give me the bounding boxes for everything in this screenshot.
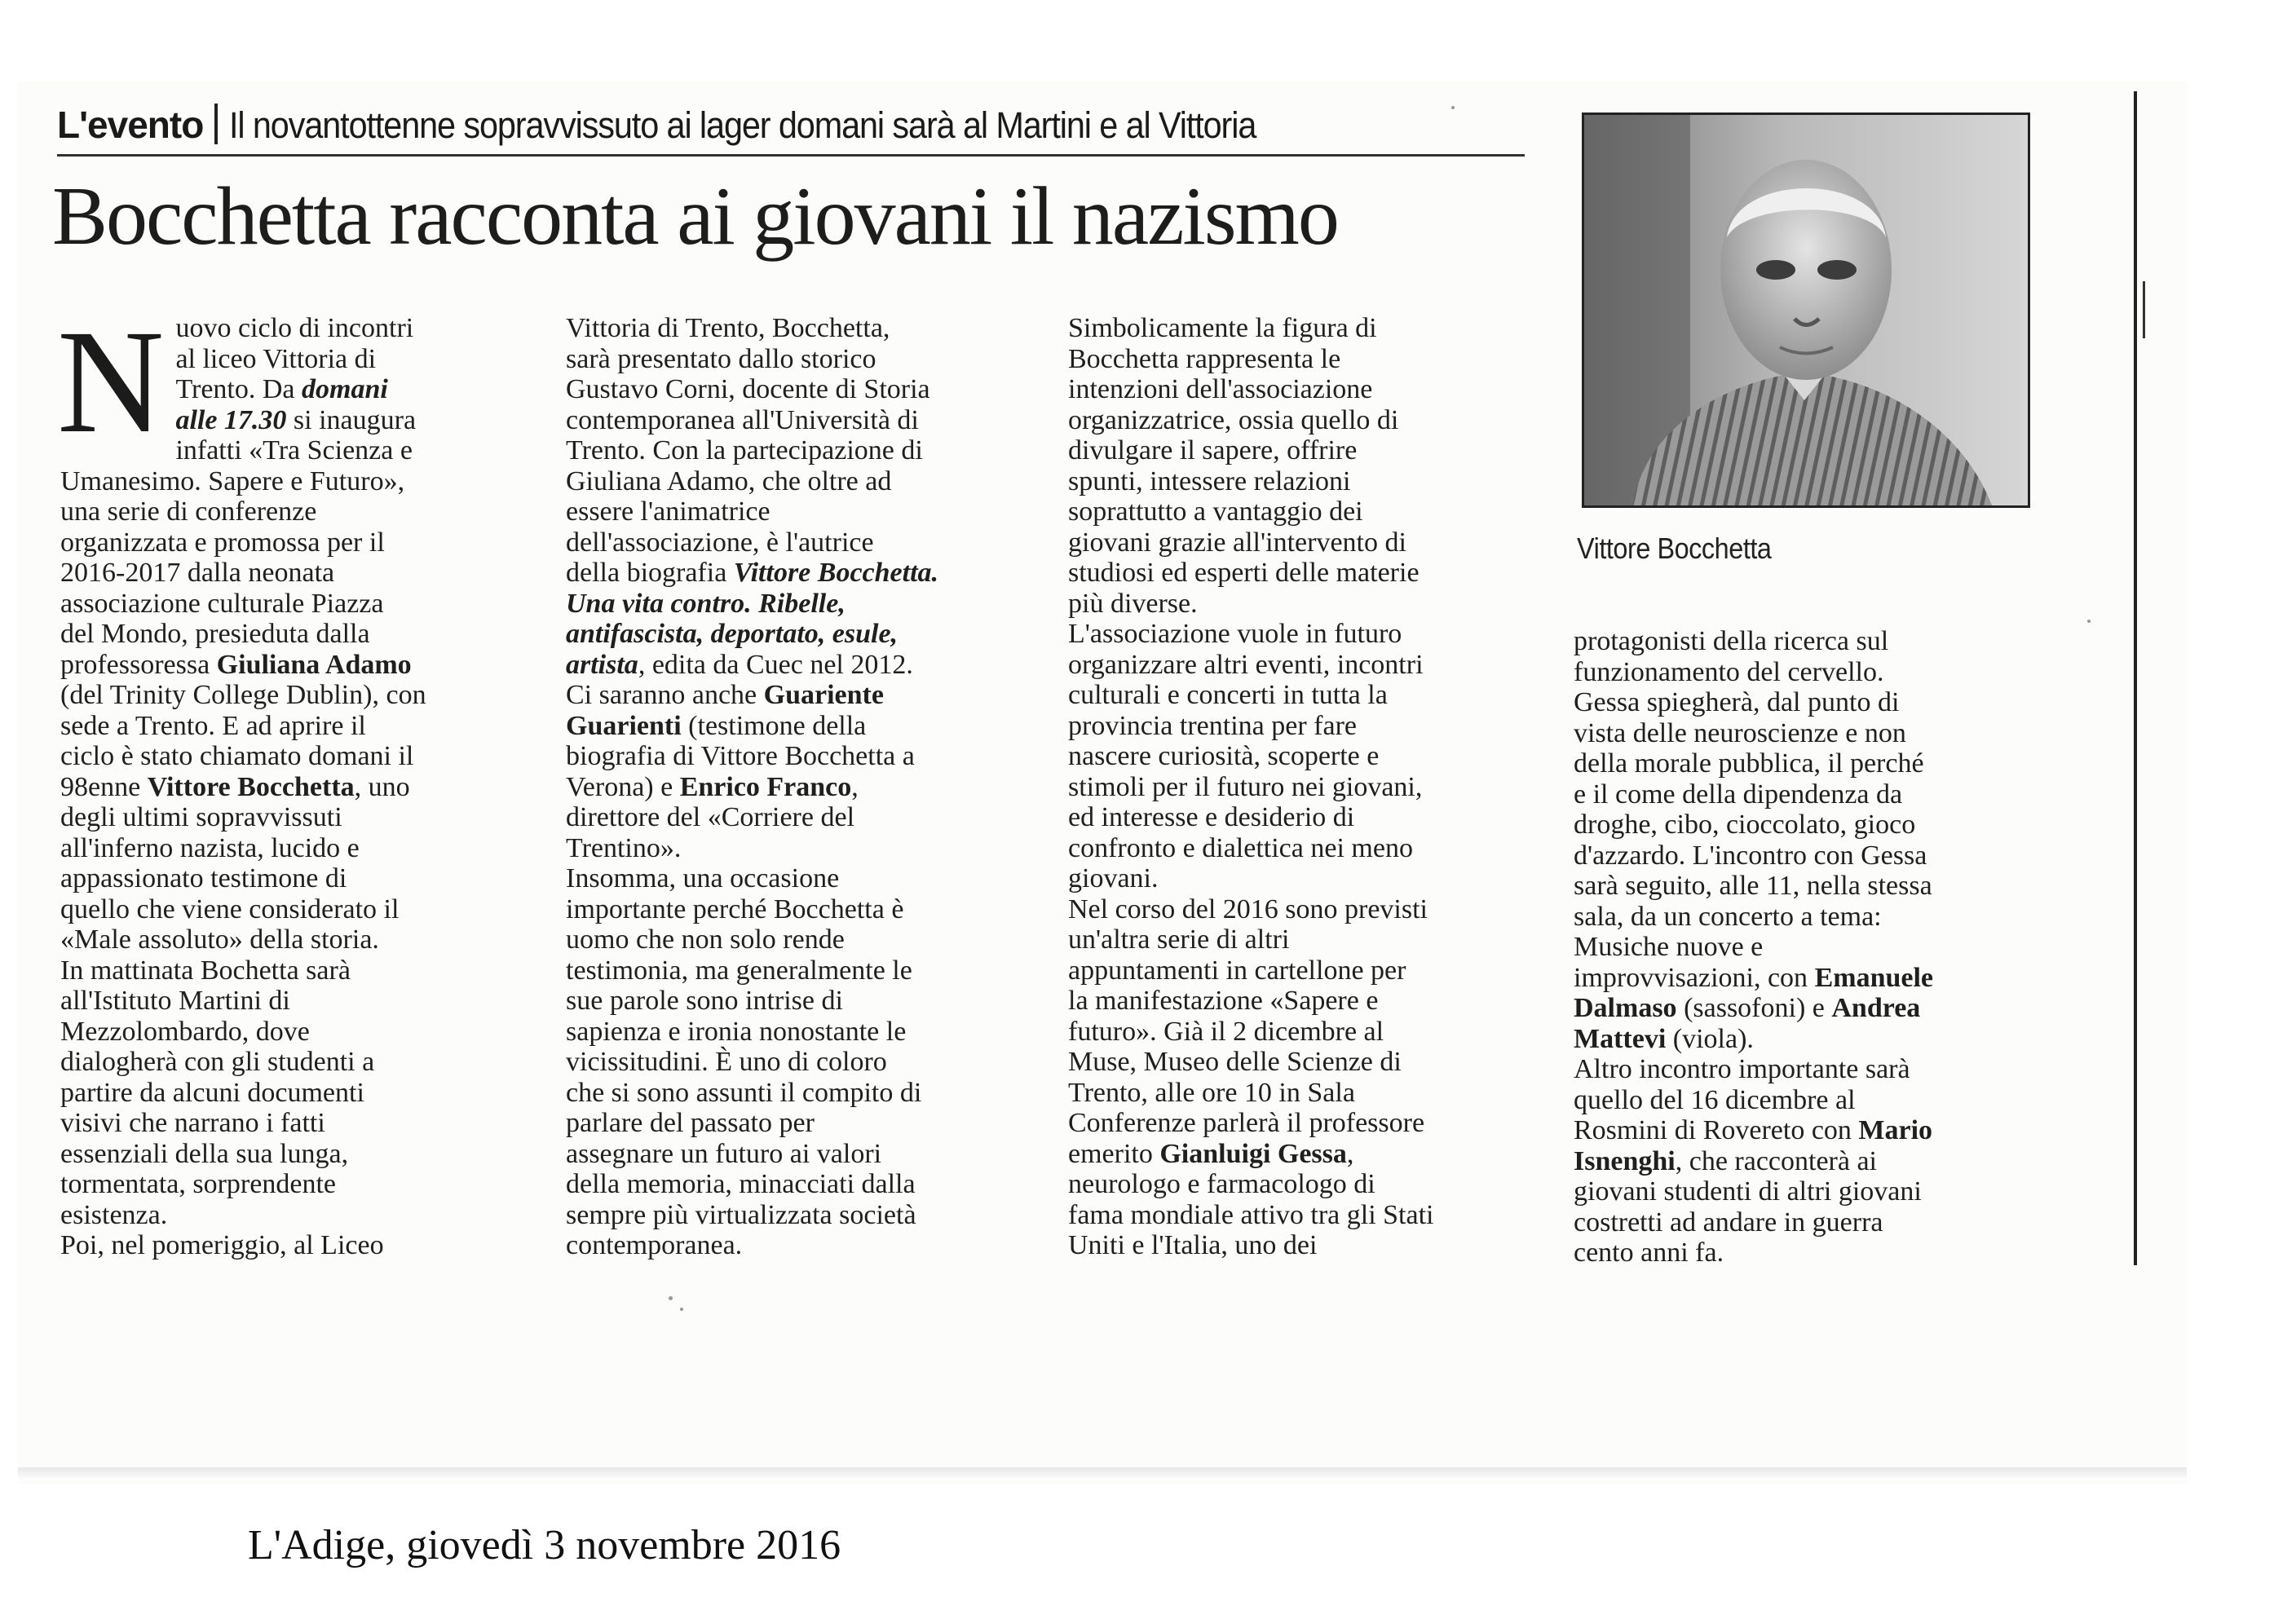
text-line: essenziali della sua lunga, (60, 1138, 349, 1169)
text-line: appassionato testimone di (60, 863, 347, 893)
text-line: confronto e dialettica nei meno (1068, 832, 1413, 863)
book-title: artista (566, 649, 638, 680)
emphasis-text: domani (302, 374, 388, 404)
article-column-1 (57, 300, 517, 1261)
text-run: professoressa (60, 649, 217, 680)
emphasis-text: alle 17.30 (175, 404, 287, 435)
article-column-3 (1068, 313, 1541, 1261)
text-line: neurologo e farmacologo di (1068, 1169, 1375, 1199)
text-line: sede a Trento. E ad aprire il (60, 710, 366, 741)
text-line (1574, 1115, 2038, 1146)
text-line: infatti «Tra Scienza e (175, 435, 413, 465)
text-line: organizzare altri eventi, incontri (1068, 649, 1424, 680)
text-line: Bocchetta rappresenta le (1068, 343, 1341, 374)
text-line (566, 650, 1031, 681)
text-run: Rosmini di Rovereto con (1574, 1115, 1859, 1145)
text-run: , (1346, 1138, 1354, 1169)
text-line (566, 589, 1031, 620)
text-line: Trentino». (566, 832, 682, 863)
text-line: Trento. Con la partecipazione di (566, 435, 923, 465)
text-line: assegnare un futuro ai valori (566, 1138, 882, 1169)
text-line: Muse, Museo delle Scienze di (1068, 1047, 1402, 1077)
text-line: Mezzolombardo, dove (60, 1016, 310, 1047)
section-label: L'evento (57, 104, 204, 146)
text-line: Conferenze parlerà il professore (1068, 1108, 1425, 1138)
photo-caption: Vittore Bocchetta (1577, 532, 1772, 565)
text-line: all'Istituto Martini di (60, 986, 290, 1016)
text-line (1574, 963, 2038, 994)
text-line: L'associazione vuole in futuro (1068, 619, 1402, 649)
text-line: Simbolicamente la figura di (1068, 313, 1377, 343)
text-line: Uniti e l'Italia, uno dei (1068, 1230, 1318, 1260)
portrait-image (1584, 115, 2028, 505)
text-run: Ci saranno anche (566, 680, 764, 710)
kicker-separator (214, 104, 218, 144)
text-line: del Mondo, presieduta dalla (60, 619, 370, 649)
text-line: associazione culturale Piazza (60, 588, 384, 619)
text-line (1068, 1139, 1541, 1170)
text-run: (testimone della (681, 710, 867, 741)
text-line: intenzioni dell'associazione (1068, 374, 1373, 404)
text-line (1574, 1146, 2038, 1177)
text-run: , (851, 771, 859, 802)
text-line: funzionamento del cervello. (1574, 656, 1884, 687)
text-line: una serie di conferenze (60, 496, 317, 527)
kicker-text: Il novantottenne sopravvissuto ai lager domani sarà al Martini e al Vittoria (229, 104, 1256, 146)
text-line: futuro». Già il 2 dicembre al (1068, 1016, 1384, 1047)
text-line: sarà seguito, alle 11, nella stessa (1574, 871, 1932, 901)
name-bold: Guarienti (566, 710, 682, 741)
text-line: direttore del «Corriere del (566, 802, 855, 832)
text-line: Altro incontro importante sarà (1574, 1054, 1910, 1084)
text-line: ciclo è stato chiamato domani il (60, 741, 414, 771)
clipping-edge-shadow (18, 1467, 2187, 1480)
text-line: più diverse. (1068, 588, 1198, 619)
scan-speck (669, 1296, 673, 1300)
text-line: Umanesimo. Sapere e Futuro», (60, 465, 405, 496)
text-line: Giuliana Adamo, che oltre ad (566, 465, 892, 496)
text-line: parlare del passato per (566, 1108, 815, 1138)
text-line: partire da alcuni documenti (60, 1077, 364, 1108)
text-line: «Male assoluto» della storia. (60, 924, 379, 955)
text-line: nascere curiosità, scoperte e (1068, 741, 1380, 771)
text-line: giovani studenti di altri giovani (1574, 1176, 1922, 1207)
text-line: vista delle neuroscienze e non (1574, 717, 1906, 748)
name-bold: Gianluigi Gessa (1159, 1138, 1347, 1169)
text-run: della biografia (566, 558, 734, 588)
name-bold: Emanuele (1814, 962, 1934, 993)
text-line: Gessa spiegherà, dal punto di (1574, 687, 1900, 717)
text-line: degli ultimi sopravvissuti (60, 802, 342, 832)
text-line: sarà presentato dallo storico (566, 343, 876, 374)
text-line: dialogherà con gli studenti a (60, 1047, 375, 1077)
text-line: giovani grazie all'intervento di (1068, 527, 1406, 558)
text-line: biografia di Vittore Bocchetta a (566, 741, 915, 771)
text-line: tormentata, sorprendente (60, 1169, 336, 1199)
text-line: sue parole sono intrise di (566, 986, 843, 1016)
text-run: (viola). (1666, 1023, 1754, 1054)
text-line (1574, 1024, 2038, 1055)
text-line (1574, 993, 2038, 1024)
scan-speck (680, 1308, 683, 1311)
text-line (566, 680, 1031, 711)
text-line: quello del 16 dicembre al (1574, 1084, 1856, 1115)
headline: Bocchetta racconta ai giovani il nazismo (52, 170, 1338, 263)
text-line: organizzatrice, ossia quello di (1068, 404, 1399, 435)
name-bold: Vittore Bocchetta (147, 771, 355, 802)
text-line: e il come della dipendenza da (1574, 779, 1903, 810)
text-line (566, 619, 1031, 650)
text-line: uovo ciclo di incontri (175, 313, 414, 343)
text-line: dell'associazione, è l'autrice (566, 527, 874, 558)
edge-mark (2143, 281, 2145, 338)
text-line: Musiche nuove e (1574, 932, 1764, 962)
text-line (566, 711, 1031, 742)
text-line: essere l'animatrice (566, 496, 770, 527)
text-line: testimonia, ma generalmente le (566, 955, 912, 986)
book-title: Una vita contro. Ribelle, (566, 588, 846, 619)
text-line: 2016-2017 dalla neonata (60, 558, 335, 588)
book-title: Vittore Bocchetta. (733, 558, 939, 588)
text-line: sapienza e ironia nonostante le (566, 1016, 907, 1047)
text-line: che si sono assunti il compito di (566, 1077, 922, 1108)
text-line: quello che viene considerato il (60, 893, 400, 924)
text-line: studiosi ed esperti delle materie (1068, 558, 1420, 588)
text-line: fama mondiale attivo tra gli Stati (1068, 1199, 1434, 1230)
text-run: si inaugura (286, 404, 417, 435)
text-line (566, 558, 1031, 589)
name-bold: Mattevi (1574, 1023, 1667, 1054)
text-line (60, 650, 517, 681)
text-run: , uno (354, 771, 410, 802)
name-bold: Enrico Franco (679, 771, 852, 802)
text-line: uomo che non solo rende (566, 924, 845, 955)
text-line: soprattutto a vantaggio dei (1068, 496, 1363, 527)
scan-speck (2087, 620, 2091, 623)
text-line: visivi che narrano i fatti (60, 1108, 325, 1138)
text-run: Verona) e (566, 771, 680, 802)
text-line (60, 772, 517, 803)
text-line: all'inferno nazista, lucido e (60, 832, 360, 863)
text-line: esistenza. (60, 1199, 168, 1230)
text-line: della memoria, minacciati dalla (566, 1169, 916, 1199)
name-bold: Mario (1858, 1115, 1933, 1145)
text-line: In mattinata Bochetta sarà (60, 955, 351, 986)
text-run: 98enne (60, 771, 148, 802)
text-line: un'altra serie di altri (1068, 924, 1290, 955)
text-line: Trento, alle ore 10 in Sala (1068, 1077, 1355, 1108)
text-line: importante perché Bocchetta è (566, 893, 904, 924)
text-run: , che racconterà ai (1675, 1145, 1877, 1176)
column-rule (2134, 91, 2137, 1265)
text-line: contemporanea. (566, 1230, 743, 1260)
text-line: vicissitudini. È uno di coloro (566, 1047, 887, 1077)
text-line: divulgare il sapere, offrire (1068, 435, 1358, 465)
text-line: appuntamenti in cartellone per (1068, 955, 1406, 986)
text-line: Vittoria di Trento, Bocchetta, (566, 313, 890, 343)
text-line: provincia trentina per fare (1068, 710, 1357, 741)
article-column-2 (566, 313, 1031, 1261)
text-line: Nel corso del 2016 sono previsti (1068, 893, 1428, 924)
name-bold: Giuliana Adamo (216, 649, 412, 680)
text-line: cento anni fa. (1574, 1238, 1724, 1268)
text-line: stimoli per il futuro nei giovani, (1068, 771, 1423, 802)
text-line: giovani. (1068, 863, 1159, 893)
drop-cap: N (57, 300, 165, 464)
text-run: Trento. Da (175, 374, 302, 404)
text-line: Gustavo Corni, docente di Storia (566, 374, 930, 404)
text-line: della morale pubblica, il perché (1574, 748, 1924, 779)
text-line: costretti ad andare in guerra (1574, 1207, 1883, 1238)
text-line: contemporanea all'Università di (566, 404, 919, 435)
text-line: organizzata e promossa per il (60, 527, 385, 558)
text-line: ed interesse e desiderio di (1068, 802, 1355, 832)
text-line: Insomma, una occasione (566, 863, 840, 893)
text-run: (sassofoni) e (1676, 993, 1832, 1023)
text-line (566, 772, 1031, 803)
source-citation: L'Adige, giovedì 3 novembre 2016 (248, 1522, 841, 1568)
text-line: Poi, nel pomeriggio, al Liceo (60, 1230, 384, 1260)
text-line: d'azzardo. L'incontro con Gessa (1574, 840, 1927, 871)
scan-speck (1451, 106, 1455, 109)
text-line: la manifestazione «Sapere e (1068, 986, 1379, 1016)
book-title: antifascista, deportato, esule, (566, 619, 899, 649)
text-line: droghe, cibo, cioccolato, gioco (1574, 810, 1916, 840)
text-line: al liceo Vittoria di (175, 343, 377, 374)
name-bold: Isnenghi (1574, 1145, 1676, 1176)
portrait-photo (1582, 113, 2030, 508)
text-run: improvvisazioni, con (1574, 962, 1815, 993)
text-line: sala, da un concerto a tema: (1574, 901, 1882, 932)
article-column-4 (1574, 626, 2038, 1268)
kicker-line (57, 103, 1525, 157)
name-bold: Andrea (1831, 993, 1921, 1023)
text-line: protagonisti della ricerca sul (1574, 626, 1889, 656)
name-bold: Dalmaso (1574, 993, 1677, 1023)
name-bold: Guariente (763, 680, 884, 710)
text-run: emerito (1068, 1138, 1160, 1169)
text-line: sempre più virtualizzata società (566, 1199, 916, 1230)
text-run: , edita da Cuec nel 2012. (638, 649, 913, 680)
text-line: culturali e concerti in tutta la (1068, 680, 1388, 710)
text-line: (del Trinity College Dublin), con (60, 680, 426, 710)
text-line: spunti, intessere relazioni (1068, 465, 1351, 496)
